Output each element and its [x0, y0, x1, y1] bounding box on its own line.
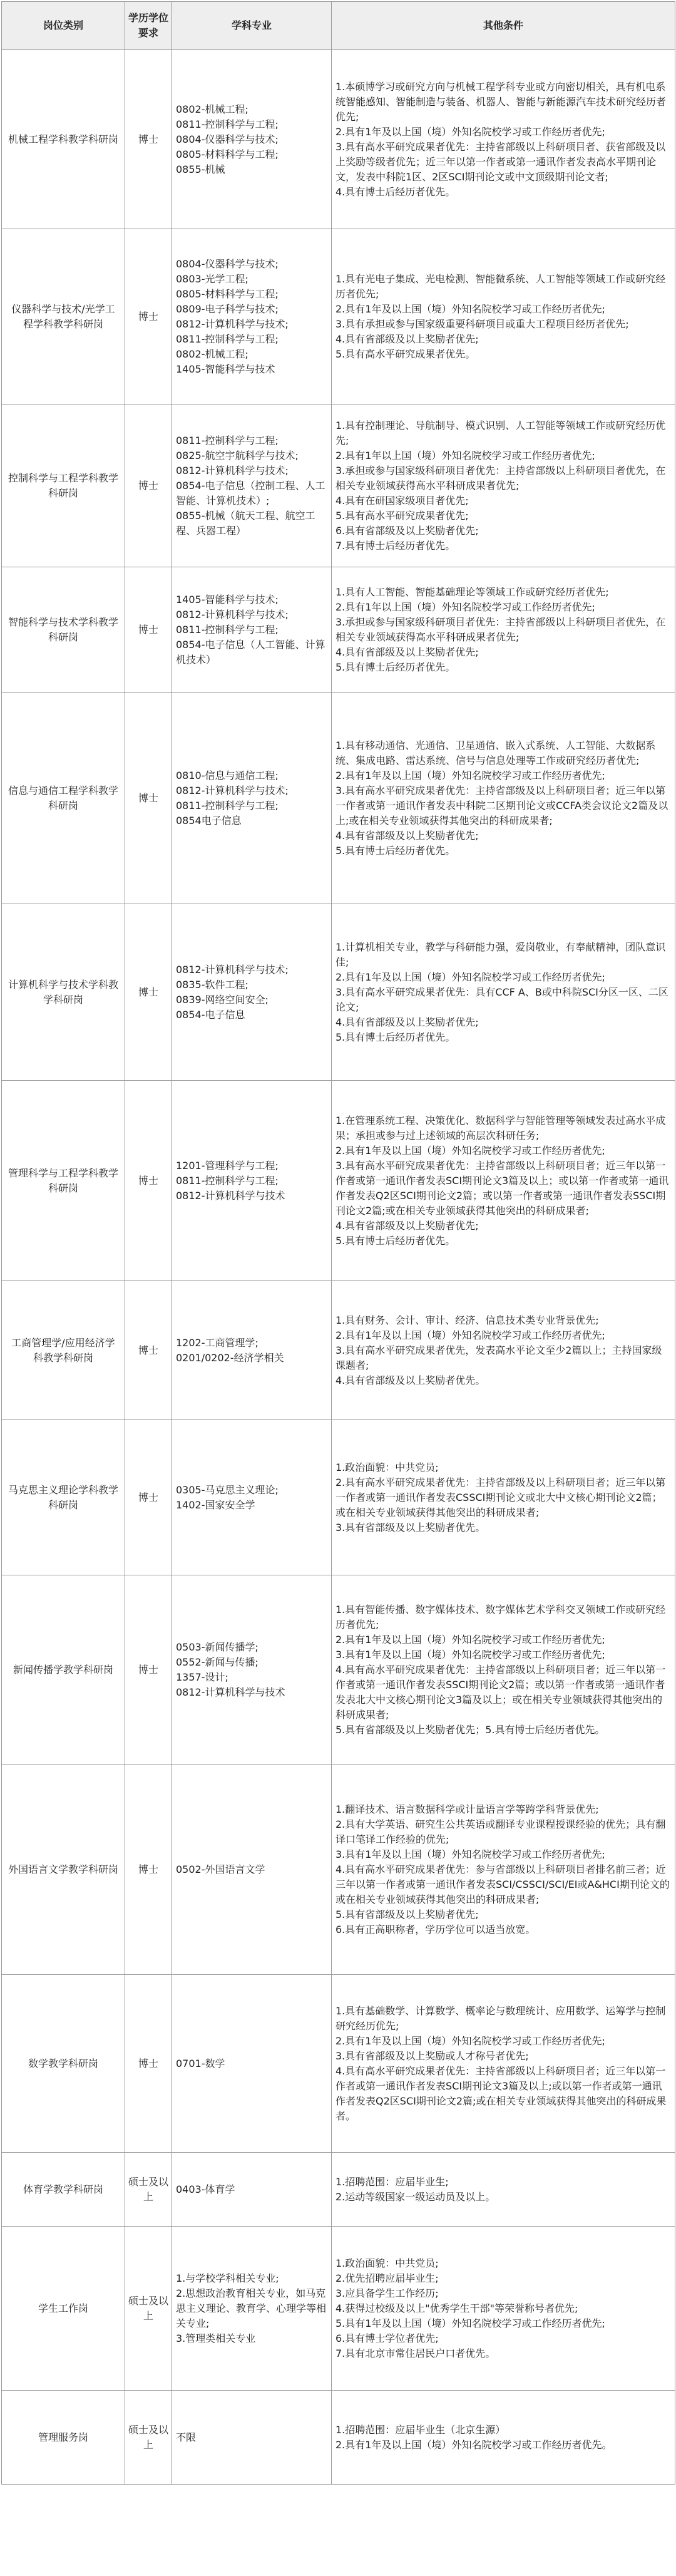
major-line: 0503-新闻传播学;: [176, 1641, 259, 1653]
degree-cell: 博士: [125, 693, 172, 904]
major-cell: [172, 567, 332, 693]
condition-line: 3.具有高水平研究成果者优先：具有CCF A、B或中科院SCI分区一区、二区论文;: [335, 986, 668, 1013]
major-cell: [172, 404, 332, 567]
header-major: 学科专业: [172, 2, 332, 50]
condition-line: 3.应具备学生工作经历;: [335, 2287, 439, 2299]
degree-cell: 博士: [125, 1575, 172, 1765]
degree-cell: 博士: [125, 1281, 172, 1420]
condition-line: 2.具有1年及以上国（境）外知名院校学习或工作经历者优先;: [335, 2034, 605, 2047]
major-cell: [172, 2227, 332, 2391]
degree-cell: 硕士及以上: [125, 2153, 172, 2227]
major-line: 1405-智能科学与技术: [176, 363, 275, 375]
major-cell: [172, 2391, 332, 2485]
position-cell: 学生工作岗: [2, 2227, 125, 2391]
table-row: [2, 1575, 675, 1765]
degree-cell: 博士: [125, 1420, 172, 1575]
condition-line: 1.具有光电子集成、光电检测、智能微系统、人工智能等领域工作或研究经历者优先;: [335, 272, 666, 300]
major-line: 0809-电子科学与技术;: [176, 302, 279, 315]
recruitment-table: [1, 1, 675, 2485]
major-line: 0201/0202-经济学相关: [176, 1351, 284, 1364]
condition-line: 3.具有承担或参与国家级重要科研项目或重大工程项目经历者优先;: [335, 317, 629, 330]
condition-line: 2.具有1年及以上国（境）外知名院校学习或工作经历者优先;: [335, 971, 605, 983]
major-cell: [172, 1975, 332, 2153]
major-line: 1402-国家安全学: [176, 1498, 255, 1511]
major-line: 0804-仪器科学与技术;: [176, 133, 279, 145]
table-header-row: [2, 2, 675, 50]
major-line: 1405-智能科学与技术;: [176, 593, 279, 605]
table-row: [2, 1420, 675, 1575]
condition-line: 1.本硕博学习或研究方向与机械工程学科专业或方向密切相关，具有机电系统智能感知、智能制造与装备、机器人、智能与新能源汽车技术研究经历者优先;: [335, 80, 667, 123]
condition-line: 3.具有高水平研究成果者优先，发表高水平论文至少2篇以上；主持国家级课题者;: [335, 1344, 662, 1371]
major-cell: [172, 1575, 332, 1765]
major-line: 0802-机械工程;: [176, 348, 248, 360]
position-cell: 管理科学与工程学科教学科研岗: [2, 1081, 125, 1281]
condition-line: 2.具有高水平研究成果者优先：主持省部级及以上科研项目者；近三年以第一作者或第一通讯作者发表CSSCI期刊论文或北大中文核心期刊论文2篇；或在相关专业领域获得其他突出的科研成果者;: [335, 1476, 666, 1518]
condition-line: 1.具有人工智能、智能基础理论等领域工作或研究经历者优先;: [335, 585, 609, 598]
major-cell: [172, 693, 332, 904]
major-line: 0854-电子信息（人工智能、计算机技术）: [176, 638, 325, 666]
condition-line: 3.具有高水平研究成果者优先：主持省部级以上科研项目者、获省部级及以上奖励等级者优先；近三年以第一作者或第一通讯作者发表高水平期刊论文，发表中科院1区、2区SCI期刊论文或中文顶级期刊论文者;: [335, 140, 666, 183]
condition-line: 2.优先招聘应届毕业生;: [335, 2272, 439, 2284]
conditions-cell: [332, 404, 675, 567]
major-cell: [172, 2153, 332, 2227]
condition-line: 7.具有北京市常住居民户口者优先。: [335, 2347, 496, 2359]
condition-line: 1.翻译技术、语言数据科学或计量语言学等跨学科背景优先;: [335, 1803, 599, 1815]
condition-line: 2.具有大学英语、研究生公共英语或翻译专业课程授课经验的优先；具有翻译口笔译工作经验的优先;: [335, 1818, 666, 1845]
conditions-cell: [332, 2227, 675, 2391]
major-line: 1201-管理科学与工程;: [176, 1159, 279, 1172]
major-line: 0802-机械工程;: [176, 103, 248, 115]
condition-line: 3.承担或参与国家级科研项目者优先：主持省部级以上科研项目者优先，在相关专业领域获得高水平科研成果者优先;: [335, 464, 666, 492]
condition-line: 2.具有1年及以上国（境）外知名院校学习或工作经历者优先;: [335, 1633, 605, 1646]
position-cell: 机械工程学科教学科研岗: [2, 50, 125, 229]
major-line: 0855-机械: [176, 163, 225, 175]
condition-line: 6.具有博士学位者优先;: [335, 2332, 439, 2344]
degree-cell: 博士: [125, 229, 172, 404]
condition-line: 6.具有正高职称者，学历学位可以适当放宽。: [335, 1923, 536, 1935]
major-line: 0812-计算机科学与技术;: [176, 464, 289, 477]
degree-cell: 博士: [125, 404, 172, 567]
conditions-cell: [332, 1281, 675, 1420]
condition-line: 4.具有省部级及以上奖励者优先。: [335, 1374, 486, 1386]
position-cell: 新闻传播学教学科研岗: [2, 1575, 125, 1765]
position-cell: 控制科学与工程学科教学科研岗: [2, 404, 125, 567]
table-row: [2, 567, 675, 693]
major-cell: [172, 50, 332, 229]
condition-line: 3.承担或参与国家级科研项目者优先：主持省部级以上科研项目者优先，在相关专业领域获得高水平科研成果者优先;: [335, 616, 666, 643]
conditions-cell: [332, 1975, 675, 2153]
major-line: 0805-材料科学与工程;: [176, 148, 279, 160]
table-body: [2, 50, 675, 2485]
condition-line: 3.具有1年及以上国（境）外知名院校学习或工作经历者优先;: [335, 1848, 605, 1860]
table-row: [2, 904, 675, 1081]
condition-line: 2.具有1年及以上国（境）外知名院校学习或工作经历者优先。: [335, 2438, 612, 2451]
degree-cell: 博士: [125, 50, 172, 229]
condition-line: 4.具有省部级及以上奖励者优先;: [335, 1219, 479, 1232]
major-line: 0854-电子信息: [176, 1008, 245, 1021]
degree-cell: 博士: [125, 1975, 172, 2153]
major-line: 0804-仪器科学与技术;: [176, 257, 279, 270]
conditions-cell: [332, 1081, 675, 1281]
position-cell: 马克思主义理论学科教学科研岗: [2, 1420, 125, 1575]
table-row: [2, 50, 675, 229]
degree-cell: 硕士及以上: [125, 2227, 172, 2391]
condition-line: 1.招聘范围：应届毕业生;: [335, 2175, 449, 2188]
table-row: [2, 693, 675, 904]
condition-line: 1.招聘范围：应届毕业生（北京生源）: [335, 2423, 506, 2436]
major-line: 0811-控制科学与工程;: [176, 799, 279, 811]
major-line: 0812-计算机科学与技术;: [176, 317, 289, 330]
header-degree: 学历学位要求: [125, 2, 172, 50]
position-cell: 工商管理学/应用经济学科教学科研岗: [2, 1281, 125, 1420]
condition-line: 2.具有1年及以上国（境）外知名院校学习或工作经历者优先;: [335, 125, 605, 138]
condition-line: 1.计算机相关专业，教学与科研能力强，爱岗敬业，有奉献精神，团队意识佳;: [335, 940, 666, 968]
condition-line: 3.具有省部级及以上奖励者优先。: [335, 1521, 486, 1533]
degree-cell: 博士: [125, 1765, 172, 1975]
major-line: 0854-电子信息（控制工程、人工智能、计算机技术）;: [176, 479, 325, 507]
degree-cell: 博士: [125, 567, 172, 693]
degree-cell: 博士: [125, 904, 172, 1081]
major-line: 0835-软件工程;: [176, 978, 248, 991]
conditions-cell: [332, 1765, 675, 1975]
major-line: 0701-数学: [176, 2057, 225, 2069]
condition-line: 4.获得过校级及以上"优秀学生干部"等荣誉称号者优先;: [335, 2302, 578, 2314]
table-row: [2, 1281, 675, 1420]
major-line: 0811-控制科学与工程;: [176, 1174, 279, 1187]
condition-line: 4.具有省部级及以上奖励者优先;: [335, 332, 479, 345]
header-position: 岗位类别: [2, 2, 125, 50]
major-line: 0811-控制科学与工程;: [176, 332, 279, 345]
table-row: [2, 1975, 675, 2153]
position-cell: 智能科学与技术学科教学科研岗: [2, 567, 125, 693]
condition-line: 5.具有高水平研究成果者优先。: [335, 348, 476, 360]
header-conditions: 其他条件: [332, 2, 675, 50]
major-cell: [172, 904, 332, 1081]
major-line: 0552-新闻与传播;: [176, 1656, 259, 1668]
table-row: [2, 1081, 675, 1281]
condition-line: 5.具有高水平研究成果者优先;: [335, 509, 469, 522]
table-row: [2, 2153, 675, 2227]
conditions-cell: [332, 1420, 675, 1575]
condition-line: 1.政治面貌：中共党员;: [335, 2257, 439, 2269]
condition-line: 4.具有高水平研究成果者优先：主持省部级以上科研项目者；近三年以第一作者或第一通讯作者发表SSCI期刊论文2篇；或以第一作者或第一通讯作者发表北大中文核心期刊论文3篇及以上；或在相关专业领域获得其他突出的科研成果者;: [335, 1663, 666, 1721]
position-cell: 外国语言文学教学科研岗: [2, 1765, 125, 1975]
condition-line: 4.具有省部级及以上奖励者优先;: [335, 829, 479, 842]
major-line: 0810-信息与通信工程;: [176, 769, 279, 781]
major-line: 0855-机械（航天工程、航空工程、兵器工程）: [176, 509, 315, 537]
major-line: 0839-网络空间安全;: [176, 993, 269, 1006]
condition-line: 3.具有省部级及以上奖励或人才称号者优先;: [335, 2049, 529, 2062]
major-cell: [172, 1281, 332, 1420]
major-line: 3.管理类相关专业: [176, 2332, 256, 2344]
condition-line: 1.具有智能传播、数字媒体技术、数字媒体艺术学科交叉领域工作或研究经历者优先;: [335, 1603, 666, 1631]
position-cell: 仪器科学与技术/光学工程学科教学科研岗: [2, 229, 125, 404]
major-line: 0403-体育学: [176, 2183, 235, 2195]
condition-line: 5.具有省部级及以上奖励者优先；5.具有博士后经历者优先。: [335, 1723, 605, 1736]
major-cell: [172, 229, 332, 404]
major-line: 0811-控制科学与工程;: [176, 434, 279, 446]
condition-line: 5.具有博士后经历者优先。: [335, 1234, 456, 1247]
condition-line: 4.具有在研国家级项目者优先;: [335, 494, 469, 507]
table-row: [2, 229, 675, 404]
major-line: 0502-外国语言文学: [176, 1863, 265, 1875]
conditions-cell: [332, 2391, 675, 2485]
conditions-cell: [332, 229, 675, 404]
condition-line: 3.具有1年及以上国（境）外知名院校学习或工作经历者优先;: [335, 1648, 605, 1661]
condition-line: 2.具有1年及以上国（境）外知名院校学习或工作经历者优先;: [335, 769, 605, 781]
conditions-cell: [332, 50, 675, 229]
condition-line: 4.具有博士后经历者优先。: [335, 185, 456, 198]
major-line: 0825-航空宇航科学与技术;: [176, 449, 299, 461]
condition-line: 5.具有博士后经历者优先。: [335, 1031, 456, 1043]
major-line: 0812-计算机科学与技术;: [176, 963, 289, 976]
condition-line: 2.具有1年及以上国（境）外知名院校学习或工作经历者优先;: [335, 302, 605, 315]
condition-line: 2.具有1年以上国（境）外知名院校学习或工作经历者优先;: [335, 600, 595, 613]
condition-line: 2.具有1年及以上国（境）外知名院校学习或工作经历者优先;: [335, 1144, 605, 1157]
condition-line: 1.具有控制理论、导航制导、模式识别、人工智能等领域工作或研究经历优先;: [335, 419, 666, 446]
condition-line: 5.具有省部级及以上奖励者优先;: [335, 1908, 479, 1920]
position-cell: 信息与通信工程学科教学科研岗: [2, 693, 125, 904]
condition-line: 2.具有1年以上国（境）外知名院校学习或工作经历者优先;: [335, 449, 595, 461]
position-cell: 体育学教学科研岗: [2, 2153, 125, 2227]
major-line: 0812-计算机科学与技术: [176, 1189, 285, 1202]
major-cell: [172, 1765, 332, 1975]
major-line: 0854电子信息: [176, 814, 242, 827]
condition-line: 4.具有高水平研究成果者优先：主持省部级以上科研项目者；近三年以第一作者或第一通讯作者发表SCI期刊论文3篇及以上;或以第一作者或第一通讯作者发表Q2区SCI期刊论文2篇;或在相关专业领域获得其他突出的科研成果者。: [335, 2064, 667, 2122]
major-line: 1202-工商管理学;: [176, 1336, 259, 1349]
condition-line: 1.政治面貌：中共党员;: [335, 1461, 439, 1473]
condition-line: 2.运动等级国家一级运动员及以上。: [335, 2190, 496, 2203]
condition-line: 1.具有财务、会计、审计、经济、信息技术类专业背景优先;: [335, 1314, 599, 1326]
conditions-cell: [332, 693, 675, 904]
major-line: 0805-材料科学与工程;: [176, 287, 279, 300]
major-line: 0811-控制科学与工程;: [176, 118, 279, 130]
major-cell: [172, 1420, 332, 1575]
conditions-cell: [332, 904, 675, 1081]
position-cell: 数学教学科研岗: [2, 1975, 125, 2153]
major-line: 0803-光学工程;: [176, 272, 248, 285]
conditions-cell: [332, 567, 675, 693]
conditions-cell: [332, 2153, 675, 2227]
condition-line: 4.具有省部级及以上奖励者优先;: [335, 646, 479, 658]
major-line: 0812-计算机科学与技术;: [176, 784, 289, 796]
condition-line: 1.在管理系统工程、决策优化、数据科学与智能管理等领域发表过高水平成果；承担或参与过上述领域的高层次科研任务;: [335, 1114, 666, 1141]
major-line: 1357-设计;: [176, 1671, 228, 1683]
major-line: 0305-马克思主义理论;: [176, 1483, 279, 1496]
position-cell: 计算机科学与技术学科教学科研岗: [2, 904, 125, 1081]
major-line: 不限: [176, 2431, 197, 2443]
conditions-cell: [332, 1575, 675, 1765]
condition-line: 4.具有省部级及以上奖励者优先;: [335, 1016, 479, 1028]
position-cell: 管理服务岗: [2, 2391, 125, 2485]
major-line: 0812-计算机科学与技术;: [176, 608, 289, 621]
condition-line: 3.具有高水平研究成果者优先：主持省部级及以上科研项目者；近三年以第一作者或第一通讯作者发表中科院二区期刊论文或CCFA类会议论文2篇及以上;或在相关专业领域获得其他突出的科研成果者;: [335, 784, 668, 827]
table-row: [2, 404, 675, 567]
condition-line: 1.具有移动通信、光通信、卫星通信、嵌入式系统、人工智能、大数据系统、集成电路、雷达系统、信号与信息处理等工作或研究经历者优先;: [335, 739, 656, 766]
condition-line: 5.具有1年及以上国（境）外知名院校学习或工作经历者优先;: [335, 2317, 605, 2329]
condition-line: 2.具有1年及以上国（境）外知名院校学习或工作经历者优先;: [335, 1329, 605, 1341]
condition-line: 5.具有博士后经历者优先。: [335, 661, 456, 673]
major-cell: [172, 1081, 332, 1281]
degree-cell: 博士: [125, 1081, 172, 1281]
major-line: 2.思想政治教育相关专业，如马克思主义理论、教育学、心理学等相关专业;: [176, 2287, 327, 2329]
degree-cell: 硕士及以上: [125, 2391, 172, 2485]
table-row: [2, 2391, 675, 2485]
condition-line: 3.具有高水平研究成果者优先：主持省部级以上科研项目者；近三年以第一作者或第一通讯作者发表SCI期刊论文3篇及以上；或以第一作者或第一通讯作者发表Q2区SCI期刊论文2篇；或以第一作者或第一通讯作者发表SSCI期刊论文2篇;或在相关专业领域获得其他突出的科研成果者;: [335, 1159, 669, 1217]
condition-line: 6.具有省部级及以上奖励者优先;: [335, 524, 479, 537]
table-row: [2, 1765, 675, 1975]
table-row: [2, 2227, 675, 2391]
major-line: 1.与学校学科相关专业;: [176, 2272, 279, 2284]
major-line: 0811-控制科学与工程;: [176, 623, 279, 636]
condition-line: 4.具有高水平研究成果者优先：参与省部级以上科研项目者排名前三者；近三年以第一作者或第一通讯作者发表SCI/CSSCI/SCI/EI或A&HCI期刊论文的或在相关专业领域获得其他突出的科研成果者;: [335, 1863, 670, 1905]
condition-line: 5.具有博士后经历者优先。: [335, 844, 456, 857]
major-line: 0812-计算机科学与技术: [176, 1686, 285, 1698]
condition-line: 7.具有博士后经历者优先。: [335, 539, 456, 552]
condition-line: 1.具有基础数学、计算数学、概率论与数理统计、应用数学、运筹学与控制研究经历优先;: [335, 2004, 666, 2032]
